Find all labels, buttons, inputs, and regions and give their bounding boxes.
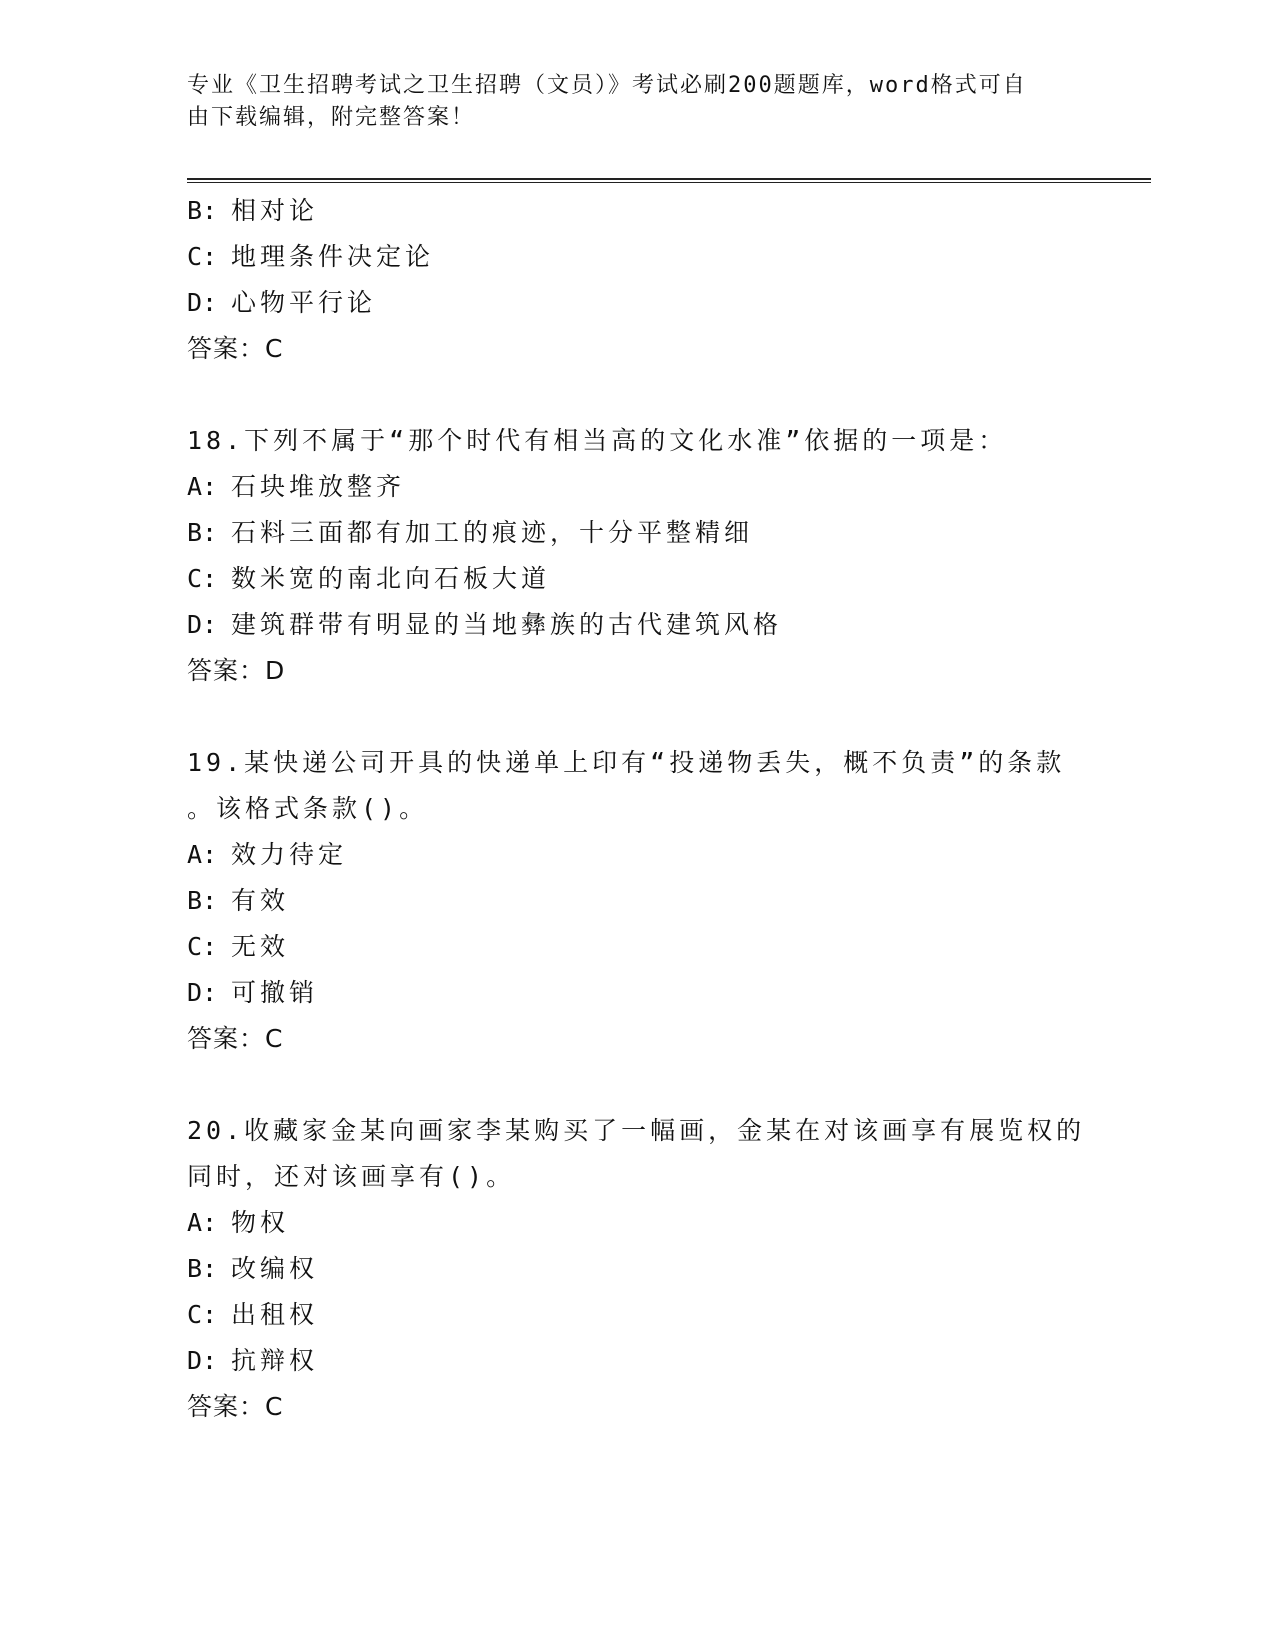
option-a: A: 石块堆放整齐 xyxy=(187,472,406,501)
question-18 xyxy=(187,418,1087,694)
header-line-2: 由下载编辑，附完整答案！ xyxy=(187,105,476,130)
answer: 答案：C xyxy=(187,334,284,363)
option-d: D: 心物平行论 xyxy=(187,288,377,317)
header-rule-thin xyxy=(187,182,1151,183)
question-20 xyxy=(187,1108,1087,1430)
question-stem: 20.收藏家金某向画家李某购买了一幅画，金某在对该画享有展览权的 xyxy=(187,1116,1086,1145)
option-d: D: 抗辩权 xyxy=(187,1346,319,1375)
option-a: A: 效力待定 xyxy=(187,840,348,869)
option-d: D: 可撤销 xyxy=(187,978,319,1007)
option-c: C: 无效 xyxy=(187,932,290,961)
spacer xyxy=(187,372,1087,418)
option-b: B: 有效 xyxy=(187,886,290,915)
answer: 答案：D xyxy=(187,656,286,685)
option-b: B: 改编权 xyxy=(187,1254,319,1283)
option-d: D: 建筑群带有明显的当地彝族的古代建筑风格 xyxy=(187,610,783,639)
answer: 答案：C xyxy=(187,1392,284,1421)
header-rule-thick xyxy=(187,178,1151,180)
option-b: B: 石料三面都有加工的痕迹，十分平整精细 xyxy=(187,518,754,547)
question-stem: 19.某快递公司开具的快递单上印有“投递物丢失，概不负责”的条款 xyxy=(187,748,1066,777)
spacer xyxy=(187,694,1087,740)
spacer xyxy=(187,1062,1087,1108)
question-list xyxy=(187,188,1087,1430)
question-17-continued xyxy=(187,188,1087,372)
document-header xyxy=(187,70,1067,134)
option-c: C: 出租权 xyxy=(187,1300,319,1329)
question-stem-continued: 。该格式条款()。 xyxy=(187,794,429,823)
option-a: A: 物权 xyxy=(187,1208,290,1237)
option-c: C: 数米宽的南北向石板大道 xyxy=(187,564,551,593)
question-stem-continued: 同时，还对该画享有()。 xyxy=(187,1162,516,1191)
question-19 xyxy=(187,740,1087,1062)
answer: 答案：C xyxy=(187,1024,284,1053)
question-stem: 18.下列不属于“那个时代有相当高的文化水准”依据的一项是： xyxy=(187,426,1008,455)
header-line-1: 专业《卫生招聘考试之卫生招聘（文员）》考试必刷200题题库，word格式可自 xyxy=(187,73,1027,98)
option-b: B: 相对论 xyxy=(187,196,319,225)
option-c: C: 地理条件决定论 xyxy=(187,242,435,271)
